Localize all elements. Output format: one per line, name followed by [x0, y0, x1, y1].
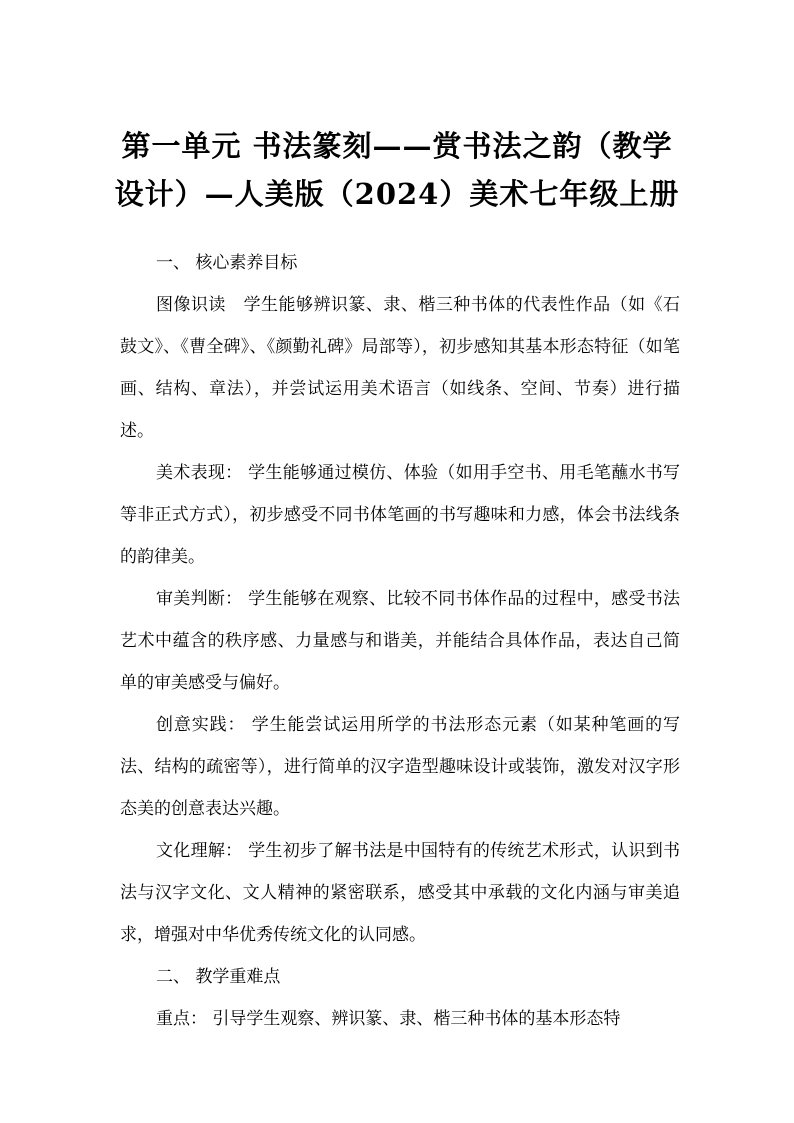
document-title: 第一单元 书法篆刻——赏书法之韵（教学设计）—人美版（2024）美术七年级上册: [114, 129, 680, 211]
paragraph-text: 引导学生观察、辨识篆、隶、楷三种书体的基本形态特: [212, 1009, 621, 1029]
section-heading-core-literacy: 一、 核心素养目标: [156, 253, 298, 273]
paragraph-cultural-understanding: [120, 830, 680, 956]
document-body: [120, 242, 680, 1040]
paragraph-label: 审美判断：: [156, 589, 243, 609]
paragraph-label: 重点：: [156, 1009, 207, 1029]
paragraph-label: 文化理解：: [156, 841, 243, 861]
paragraph-key-point: [120, 998, 680, 1040]
paragraph-aesthetic-judgment: [120, 578, 680, 704]
section-heading-key-points: 二、 教学重难点: [156, 967, 281, 987]
paragraph-creative-practice: [120, 704, 680, 830]
paragraph-text: 学生能尝试运用所学的书法形态元素（如某种笔画的写法、结构的疏密等），进行简单的汉字造型趣味设计或装饰，激发对汉字形态美的创意表达兴趣。: [120, 715, 681, 819]
paragraph-art-expression: [120, 452, 680, 578]
paragraph-label: 美术表现：: [156, 463, 243, 483]
paragraph-text: 学生能够在观察、比较不同书体作品的过程中，感受书法艺术中蕴含的秩序感、力量感与和谐美，并能结合具体作品，表达自己简单的审美感受与偏好。: [120, 589, 681, 693]
paragraph-label: 创意实践：: [156, 715, 246, 735]
paragraph-text: 学生初步了解书法是中国特有的传统艺术形式，认识到书法与汉字文化、文人精神的紧密联系，感受其中承载的文化内涵与审美追求，增强对中华优秀传统文化的认同感。: [120, 841, 681, 945]
paragraph-label: 图像识读: [156, 295, 226, 315]
paragraph-text: 学生能够辨识篆、隶、楷三种书体的代表性作品（如《石鼓文》、《曹全碑》、《颜勤礼碑》局部等），初步感知其基本形态特征（如笔画、结构、章法），并尝试运用美术语言（如线条、空间、节奏）进行描述。: [120, 295, 681, 441]
paragraph-text: 学生能够通过模仿、体验（如用手空书、用毛笔蘸水书写等非正式方式），初步感受不同书体笔画的书写趣味和力感，体会书法线条的韵律美。: [120, 463, 681, 567]
paragraph-image-reading: [120, 284, 680, 452]
